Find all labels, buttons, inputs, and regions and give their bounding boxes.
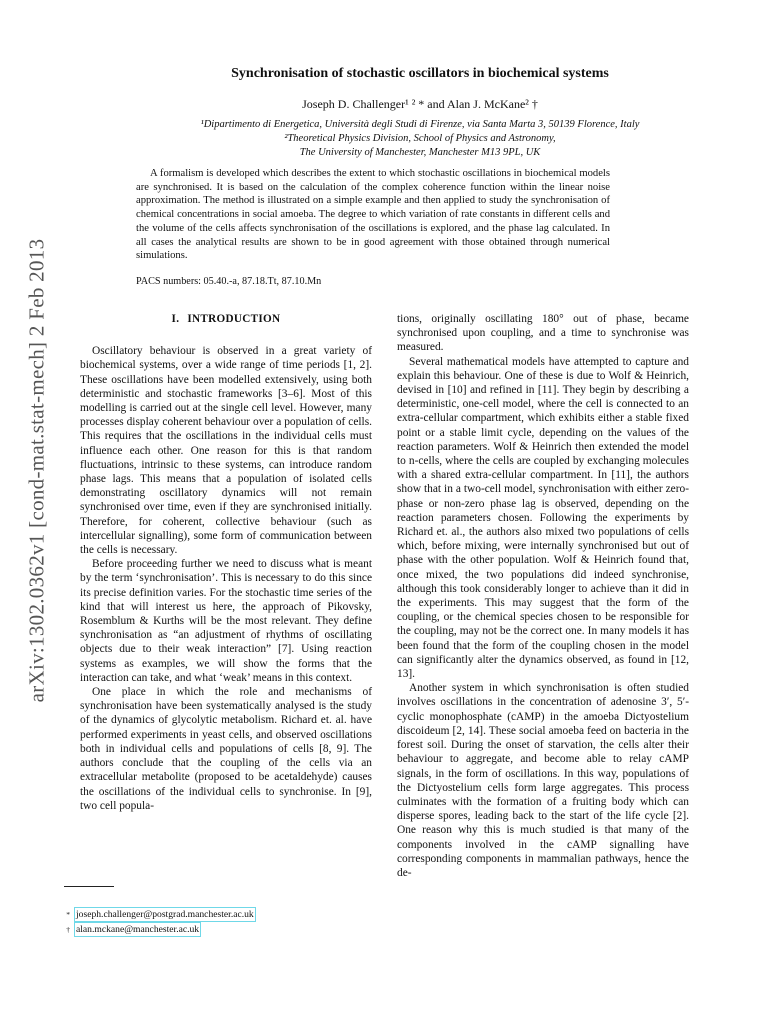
section-title: INTRODUCTION	[187, 313, 281, 325]
right-column	[397, 312, 689, 880]
footnote	[56, 922, 256, 937]
paragraph: Several mathematical models have attempted to capture and explain this behaviour. One of these is due to Wolf & Heinrich, devised in [10] and refined in [11]. They begin by describing a deterministic, one-cell model, where the cell is connected to an extra-cellular compartment, which exhibits either a stable fixed point or a stable limit cycle, depending on the values of the reaction parameters. Wolf & Heinrich then extended the model to n-cells, where the cells are coupled by exchanging molecules with a shared extra-cellular compartment. In [11], the authors show that in a two-cell model, synchronisation with either zero-phase or non-zero phase lag is observed, depending on the reaction parameters chosen. Following the experiments by Richard et. al., the authors also mixed two populations of cells which, before mixing, were internally synchronised but out of phase with the other population. Wolf & Heinrich found that, once mixed, the two populations did indeed synchronise, although this took considerably longer to achieve than it did in the experiments. This may suggest that the form of the coupling, or the chemical species chosen to be responsible for the coupling, may not be the correct one. In many models it has been found that the form of the coupling chosen in the model can significantly alter the dynamics observed, as found in [12, 13].	[397, 355, 689, 681]
footnotes	[56, 907, 256, 937]
section-heading	[80, 312, 372, 326]
paper-title: Synchronisation of stochastic oscillators in biochemical systems	[231, 66, 609, 81]
author-list: Joseph D. Challenger¹ ² * and Alan J. McKane² †	[302, 97, 538, 111]
abstract: A formalism is developed which describes the extent to which stochastic oscillations in biochemical models are synchronised. It is based on the calculation of the complex coherence function within the linear noise approximation. The method is illustrated on a simple example and then applied to study the synchronisation of chemical concentrations in social amoeba. The degree to which variation of rate constants in different cells and the volume of the cells affects synchronisation of the oscillations is explored, and the phase lag calculated. In all cases the analytical results are shown to be in good agreement with those obtained through numerical simulations.	[136, 168, 610, 262]
footnote-mark: †	[66, 925, 70, 934]
paragraph: tions, originally oscillating 180° out of phase, became synchronised upon coupling, and a time to synchronise was measured.	[397, 313, 689, 354]
email-link[interactable]: joseph.challenger@postgrad.manchester.ac.uk	[76, 909, 254, 920]
affiliation-2: ²Theoretical Physics Division, School of Physics and Astronomy,	[284, 133, 556, 144]
left-column	[80, 312, 372, 813]
email-link[interactable]: alan.mckane@manchester.ac.uk	[76, 924, 200, 935]
footnote	[56, 907, 256, 922]
section-number: I.	[171, 313, 180, 325]
affiliation-3: The University of Manchester, Manchester M13 9PL, UK	[299, 147, 541, 158]
paragraph: Oscillatory behaviour is observed in a great variety of biochemical systems, over a wide range of time periods [1, 2]. These oscillations have been modelled extensively, using both deterministic and stochastic frameworks [3–6]. Most of this modelling is carried out at the single cell level. However, many processes display coherent behaviour over a population of cells. This requires that the oscillations in the individual cells must influence each other. One reason for this is that random fluctuations, intrinsic to these systems, can introduce random phase lags. This means that a population of isolated cells demonstrating oscillatory dynamics will not remain synchronised over time, even if they are synchronised initially. Therefore, for coherent, collective behaviour (such as intercellular signalling), some form of communication between the cells is necessary.	[80, 345, 372, 557]
arxiv-identifier-text: arXiv:1302.0362v1 [cond-mat.stat-mech] 2 Feb 2013	[24, 238, 49, 702]
paragraph: One place in which the role and mechanisms of synchronisation have been systematically analysed is the study of the dynamics of glycolytic metabolism. Richard et. al. have performed experiments in yeast cells, and observed oscillations both in individual cells and populations of cells [8, 9]. The authors conclude that the coupling of the cells via an extracellular metabolite (proposed to be acetaldehyde) causes the oscillations of the individual cells to synchronise. In [9], two cell popula-	[80, 686, 372, 812]
pacs-numbers: PACS numbers: 05.40.-a, 87.18.Tt, 87.10.Mn	[136, 276, 322, 287]
affiliation-1: ¹Dipartimento di Energetica, Università degli Studi di Firenze, via Santa Marta 3, 50139 Florence, Italy	[200, 119, 640, 130]
footnote-mark: *	[66, 910, 70, 919]
arxiv-identifier-stamp	[10, 190, 64, 750]
footnote-divider	[64, 886, 114, 887]
paragraph: Another system in which synchronisation is often studied involves oscillations in the concentration of adenosine 3′, 5′-cyclic monophosphate (cAMP) in the amoeba Dictyostelium discoideum [2, 14]. These social amoeba feed on bacteria in the forest soil. During the onset of starvation, the cells alter their behaviour to aggregate, and become able to relay cAMP signals, in the form of oscillations. In this way, populations of the Dictyostelium cells form large aggregates. This process culminates with the formation of a fruiting body which can disperse spores, leading back to the start of the life cycle [2]. One reason why this is much studied is that many of the components involved in the cAMP signalling have corresponding components in mammalian pathways, hence the de-	[397, 682, 689, 879]
paragraph: Before proceeding further we need to discuss what is meant by the term ‘synchronisation’. This is necessary to do this since its precise definition varies. For the stochastic time series of the kind that will interest us here, the approach of Pikovsky, Rosemblum & Kurths will be the most relevant. They define synchronisation as “an adjustment of rhythms of oscillating objects due to their weak interaction” [7]. Using reaction systems as examples, we will show the forms that the interaction can take, and what ‘weak’ means in this context.	[80, 558, 372, 684]
